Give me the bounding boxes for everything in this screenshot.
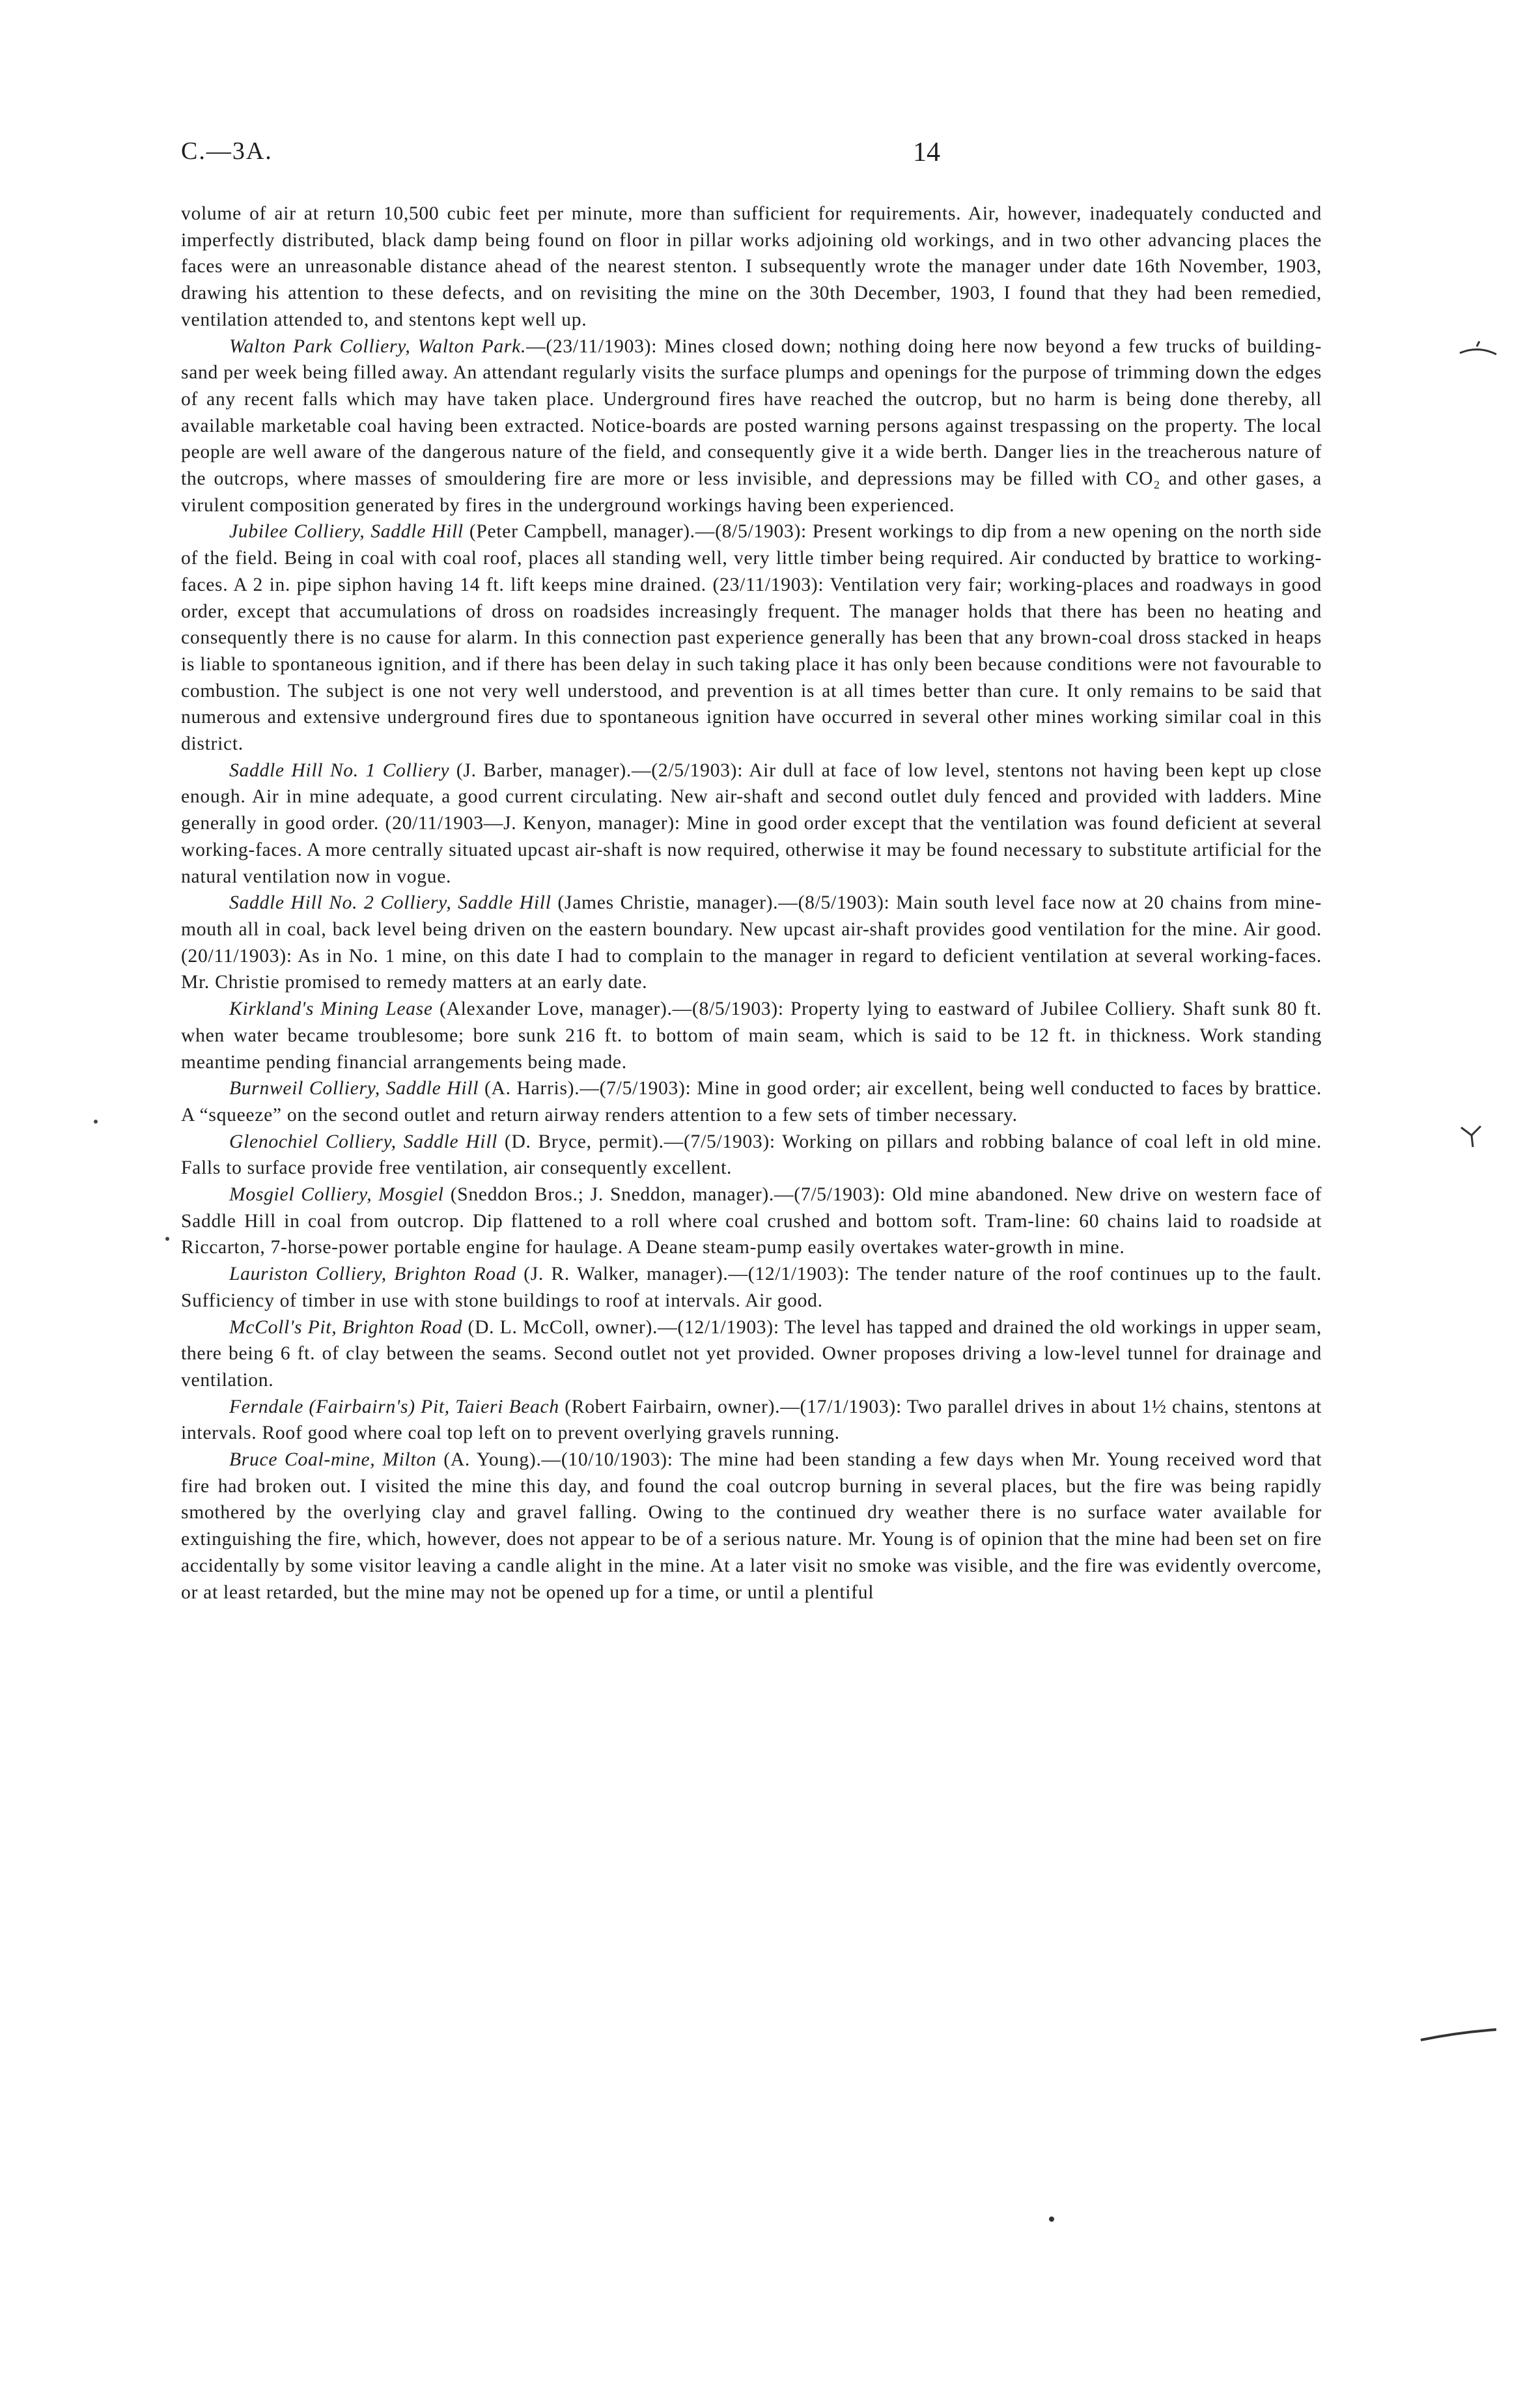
- entry-text: (Sneddon Bros.; J. Sneddon, manager).—(7/5/1903): Old mine abandoned. New drive on western face of Saddle Hill in coal from outcrop. Dip flattened to a roll where coal crushed and bottom soft. Tram-line: 60 chains laid to roadside at Riccarton, 7-horse-power portable engine for haulage. A Deane steam-pump easily overtakes water-growth in mine.: [181, 1184, 1322, 1258]
- entry-text: —(23/11/1903): Mines closed down; nothing doing here now beyond a few trucks of building-sand per week being filled away. An attendant regularly visits the surface plumps and openings for the purpose of trimming down the edges of any recent falls which may have taken place. Underground fires have reached the outcrop, but no harm is being done thereby, all available marketable coal having been extracted. Notice-boards are posted warning persons against trespassing on the property. The local people are well aware of the dangerous nature of the field, and consequently give it a wide berth. Danger lies in the treacherous nature of the outcrops, where masses of smouldering fire are more or less invisible, and depressions may be filled with CO₂ and other gases, a virulent composition generated by fires in the underground workings having been experienced.: [181, 335, 1322, 516]
- entry-heading: Walton Park Colliery, Walton Park.: [229, 335, 527, 357]
- page-header: [181, 137, 1322, 176]
- entry-heading: Bruce Coal-mine, Milton: [229, 1449, 437, 1471]
- entry-heading: Mosgiel Colliery, Mosgiel: [229, 1184, 444, 1206]
- margin-smudge-mark: [1459, 339, 1498, 358]
- entry-heading: Kirkland's Mining Lease: [229, 999, 433, 1020]
- entry-heading: Jubilee Colliery, Saddle Hill: [229, 521, 464, 543]
- entry-heading: Saddle Hill No. 2 Colliery, Saddle Hill: [229, 892, 552, 914]
- entry-saddle-hill-no1: [181, 758, 1322, 890]
- page-number: 14: [913, 137, 940, 167]
- entry-heading: Burnweil Colliery, Saddle Hill: [229, 1078, 479, 1099]
- entry-heading: Glenochiel Colliery, Saddle Hill: [229, 1131, 498, 1152]
- margin-tick-mark: [1459, 1124, 1485, 1150]
- entry-text: (A. Young).—(10/10/1903): The mine had been standing a few days when Mr. Young received word that fire had broken out. I visited the mine this day, and found the coal outcrop burning in several places, but the fire was being rapidly smothered by the overlying clay and gravel falling. Owing to the continued dry weather there is no surface water available for extinguishing the fire, which, however, does not appear to be of a serious nature. Mr. Young is of opinion that the mine had been set on fire accidentally by some visitor leaving a candle alight in the mine. At a later visit no smoke was visible, and the fire was evidently overcome, or at least retarded, but the mine may not be opened up for a time, or until a plentiful: [181, 1449, 1322, 1603]
- entry-text: (D. Bryce, permit).—(7/5/1903): Working on pillars and robbing balance of coal left in old mine. Falls to surface provide free ventilation, air consequently excellent.: [181, 1131, 1322, 1179]
- entry-text: (Robert Fairbairn, owner).—(17/1/1903): Two parallel drives in about 1½ chains, stentons at intervals. Roof good where coal top left on to prevent overlying gravels running.: [181, 1396, 1322, 1444]
- margin-pen-stroke: [1419, 2026, 1498, 2045]
- document-reference: C.—3A.: [181, 137, 273, 165]
- entry-burnweil: [181, 1075, 1322, 1128]
- entry-text: (Peter Campbell, manager).—(8/5/1903): Present workings to dip from a new opening on the north side of the field. Being in coal with coal roof, places all standing well, very little timber being required. Air conducted by brattice to working-faces. A 2 in. pipe siphon having 14 ft. lift keeps mine drained. (23/11/1903): Ventilation very fair; working-places and roadways in good order, except that accumulations of dross on roadsides increasingly frequent. The manager holds that there has been no heating and consequently there is no cause for alarm. In this connection past experience generally has been that any brown-coal dross stacked in heaps is liable to spontaneous ignition, and if there has been delay in such taking place it has only been because conditions were not favourable to combustion. The subject is one not very well understood, and prevention is at all times better than cure. It only remains to be said that numerous and extensive underground fires due to spontaneous ignition have occurred in several other mines working similar coal in this district.: [181, 521, 1322, 755]
- margin-dot: [1047, 2215, 1056, 2224]
- entry-text: (A. Harris).—(7/5/1903): Mine in good order; air excellent, being well conducted to faces by brattice. A “squeeze” on the second outlet and return airway renders attention to a few sets of timber necessary.: [181, 1078, 1322, 1126]
- paragraph-text: volume of air at return 10,500 cubic feet per minute, more than sufficient for requirements. Air, however, inadequately conducted and imperfectly distributed, black damp being found on floor in pillar works adjoining old workings, and in two other advancing places the faces were an unreasonable distance ahead of the nearest stenton. I subsequently wrote the manager under date 16th November, 1903, drawing his attention to these defects, and on revisiting the mine on the 30th December, 1903, I found that they had been remedied, ventilation attended to, and stentons kept well up.: [181, 203, 1322, 330]
- entry-text: (D. L. McColl, owner).—(12/1/1903): The level has tapped and drained the old workings in upper seam, there being 6 ft. of clay between the seams. Second outlet not yet provided. Owner proposes driving a low-level tunnel for drainage and ventilation.: [181, 1316, 1322, 1391]
- entry-jubilee: [181, 518, 1322, 757]
- entry-walton-park: [181, 333, 1322, 519]
- entry-mccoll: [181, 1314, 1322, 1394]
- entry-lauriston: [181, 1261, 1322, 1314]
- entry-text: (Alexander Love, manager).—(8/5/1903): Property lying to eastward of Jubilee Colliery. Shaft sunk 80 ft. when water became troublesome; bore sunk 216 ft. to bottom of main seam, which is said to be 12 ft. in thickness. Work standing meantime pending financial arrangements being made.: [181, 999, 1322, 1073]
- entry-heading: Ferndale (Fairbairn's) Pit, Taieri Beach: [229, 1396, 559, 1417]
- entry-heading: McColl's Pit, Brighton Road: [229, 1316, 463, 1338]
- entry-heading: Saddle Hill No. 1 Colliery: [229, 759, 450, 781]
- margin-dot: [163, 1234, 172, 1243]
- entry-heading: Lauriston Colliery, Brighton Road: [229, 1264, 516, 1285]
- entry-bruce: [181, 1447, 1322, 1606]
- entry-text: (J. Barber, manager).—(2/5/1903): Air dull at face of low level, stentons not having been kept up close enough. Air in mine adequate, a good current circulating. New air-shaft and second outlet duly fenced and provided with ladders. Mine generally in good order. (20/11/1903—J. Kenyon, manager): Mine in good order except that the ventilation was found deficient at several working-faces. A more centrally situated upcast air-shaft is now required, otherwise it may be found necessary to substitute artificial for the natural ventilation now in vogue.: [181, 759, 1322, 887]
- entry-text: (James Christie, manager).—(8/5/1903): Main south level face now at 20 chains from mine-mouth all in coal, back level being driven on the eastern boundary. New upcast air-shaft provides good ventilation for the mine. Air good. (20/11/1903): As in No. 1 mine, on this date I had to complain to the manager in regard to deficient ventilation at several working-faces. Mr. Christie promised to remedy matters at an early date.: [181, 892, 1322, 993]
- entry-ferndale: [181, 1394, 1322, 1447]
- entry-glenochiel: [181, 1129, 1322, 1182]
- document-body: [181, 201, 1322, 1606]
- margin-dot: [91, 1117, 100, 1126]
- entry-mosgiel: [181, 1182, 1322, 1261]
- paragraph-continuation: [181, 201, 1322, 333]
- entry-text: (J. R. Walker, manager).—(12/1/1903): The tender nature of the roof continues up to the fault. Sufficiency of timber in use with stone buildings to roof at intervals. Air good.: [181, 1264, 1322, 1311]
- entry-kirkland: [181, 996, 1322, 1075]
- entry-saddle-hill-no2: [181, 890, 1322, 996]
